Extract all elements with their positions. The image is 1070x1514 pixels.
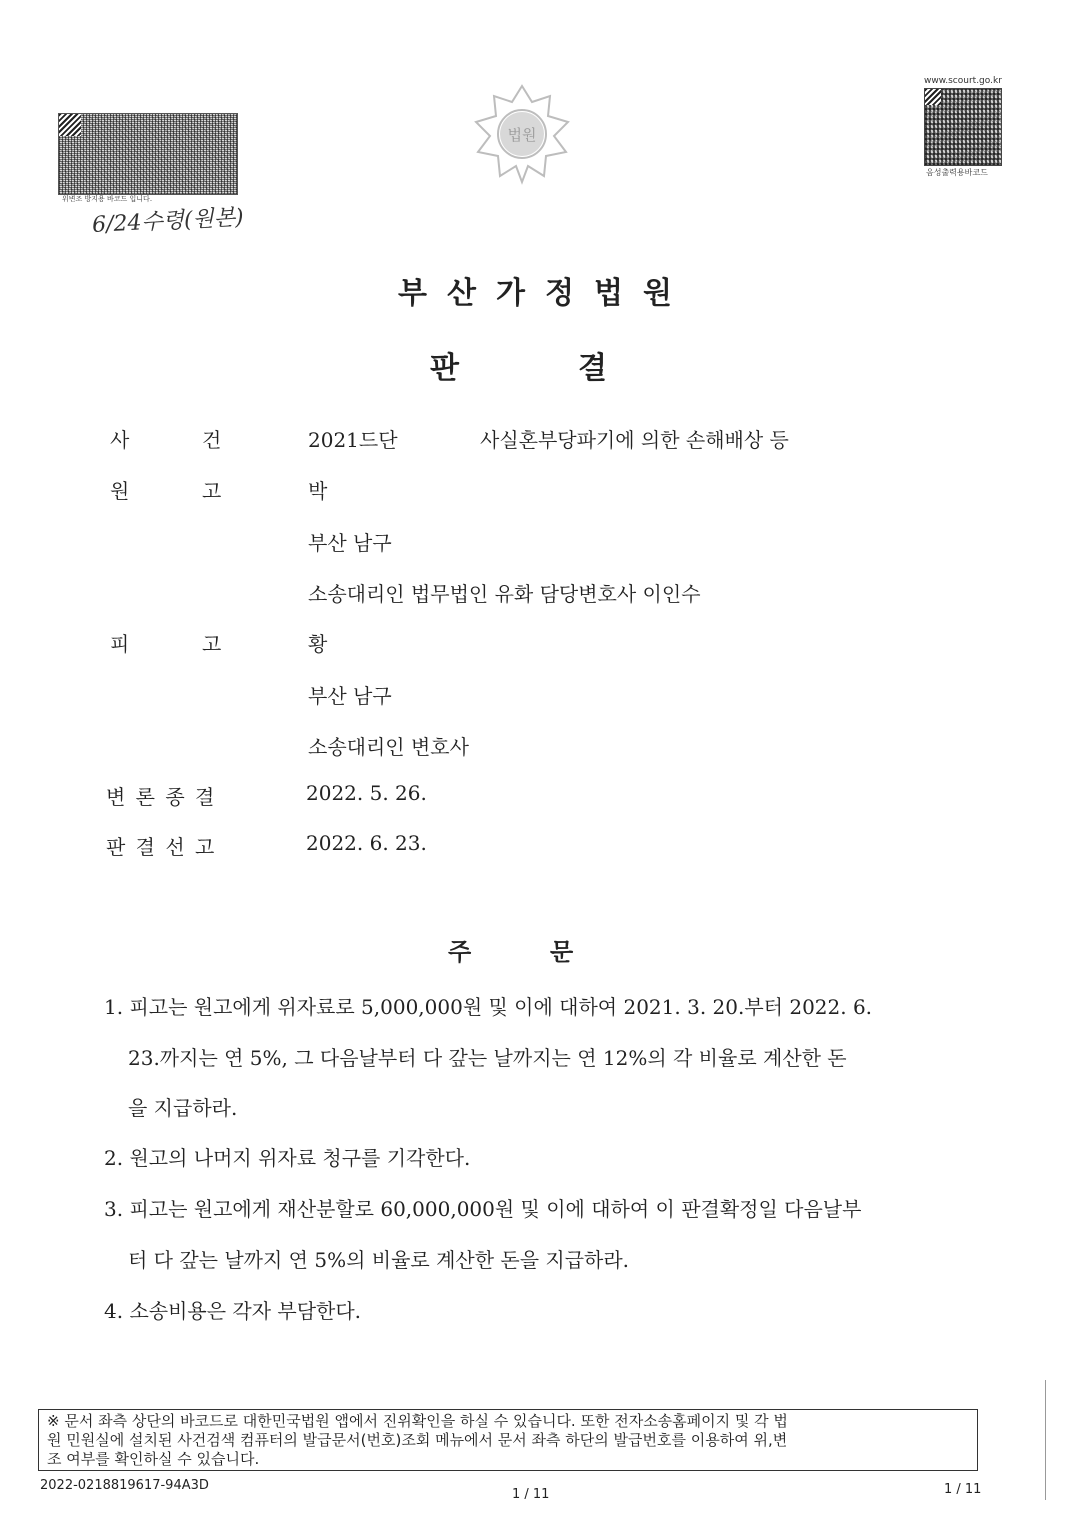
document-title-left: 판 (430, 351, 459, 386)
defendant-name: 황 (308, 632, 328, 656)
site-url: www.scourt.go.kr (924, 76, 1002, 86)
order-item-4: 4. 소송비용은 각자 부담한다. (104, 1299, 362, 1323)
order-item-1-line-1: 1. 피고는 원고에게 위자료로 5,000,000원 및 이에 대하여 2021. 3. 20.부터 2022. 6. (104, 995, 873, 1019)
hearing-end-label: 변 론 종 결 (106, 785, 217, 809)
plaintiff-label-part1: 원 (110, 479, 130, 503)
order-title-right: 문 (550, 938, 574, 966)
case-name: 사실혼부당파기에 의한 손해배상 등 (480, 428, 789, 452)
voice-output-qr-code (924, 88, 1002, 166)
order-item-3-line-2: 터 다 갚는 날까지 연 5%의 비율로 계산한 돈을 지급하라. (128, 1248, 630, 1272)
order-item-1-line-2: 23.까지는 연 5%, 그 다음날부터 다 갚는 날까지는 연 12%의 각 비율로 계산한 돈 (128, 1046, 847, 1070)
order-title-left: 주 (448, 938, 472, 966)
case-label-part2: 건 (202, 428, 222, 452)
court-name: 부산가정법원 (398, 276, 692, 311)
order-item-1-line-3: 을 지급하라. (128, 1096, 238, 1120)
judgment-date: 2022. 6. 23. (306, 831, 427, 855)
issue-number: 2022-0218819617-94A3D (40, 1478, 209, 1493)
plaintiff-name: 박 (308, 479, 328, 503)
qr-caption: 음성출력용바코드 (926, 168, 988, 177)
barcode-caption: 위변조 방지용 바코드 입니다. (62, 195, 153, 203)
defendant-label-part1: 피 (110, 632, 130, 656)
order-item-3-line-1: 3. 피고는 원고에게 재산분할로 60,000,000원 및 이에 대하여 이 판결확정일 다음날부 (104, 1197, 862, 1221)
notice-line-1: ※ 문서 좌측 상단의 바코드로 대한민국법원 앱에서 진위확인을 하실 수 있습니다. 또한 전자소송홈페이지 및 각 법 (47, 1412, 788, 1430)
document-title-right: 결 (578, 351, 607, 386)
hearing-end-date: 2022. 5. 26. (306, 781, 427, 805)
court-seal-emblem (470, 82, 574, 186)
defendant-attorney: 소송대리인 변호사 (308, 735, 469, 759)
order-item-2: 2. 원고의 나머지 위자료 청구를 기각한다. (104, 1146, 471, 1170)
seal-text: 법원 (507, 126, 537, 144)
notice-line-3: 조 여부를 확인하실 수 있습니다. (47, 1450, 260, 1468)
page-number-center: 1 / 11 (512, 1487, 550, 1502)
verification-notice-box (38, 1409, 978, 1471)
handwritten-receipt-note: 6/24수령(원본) (91, 205, 245, 238)
judgment-date-label: 판 결 선 고 (106, 835, 217, 859)
notice-line-2: 원 민원실에 설치된 사건검색 컴퓨터의 발급문서(번호)조회 메뉴에서 문서 좌측 하단의 발급번호를 이용하여 위,변 (47, 1431, 788, 1449)
plaintiff-address: 부산 남구 (308, 531, 392, 555)
plaintiff-attorney: 소송대리인 법무법인 유화 담당변호사 이인수 (308, 582, 701, 606)
plaintiff-label-part2: 고 (202, 479, 222, 503)
case-label-part1: 사 (110, 428, 130, 452)
defendant-label-part2: 고 (202, 632, 222, 656)
anti-forgery-barcode (58, 113, 238, 195)
scan-edge-line (1045, 1380, 1046, 1500)
case-number: 2021드단 (308, 428, 398, 452)
defendant-address: 부산 남구 (308, 684, 392, 708)
page-number-right: 1 / 11 (944, 1482, 982, 1497)
